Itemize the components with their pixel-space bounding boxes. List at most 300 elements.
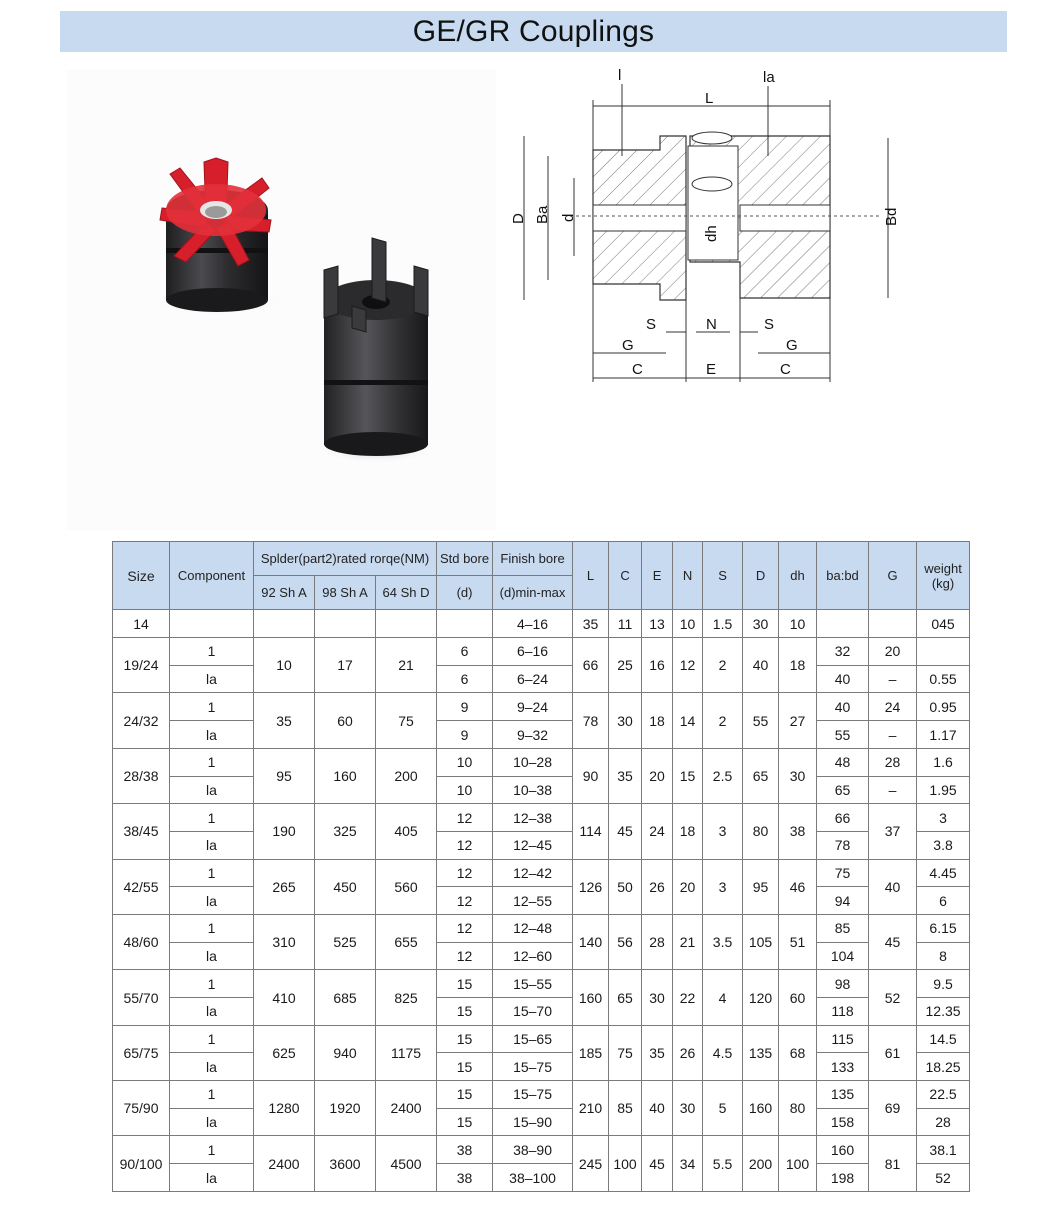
product-photo xyxy=(66,70,496,530)
cell-size: 42/55 xyxy=(113,859,170,914)
cell-C: 75 xyxy=(609,1025,642,1080)
cell-E: 26 xyxy=(642,859,673,914)
cell-finish: 6–24 xyxy=(493,665,573,693)
cell-t64: 4500 xyxy=(376,1136,437,1192)
cell-finish: 15–75 xyxy=(493,1081,573,1109)
cell-babd: 135 xyxy=(817,1081,869,1109)
cell-component: la xyxy=(170,1164,254,1192)
cell-d: 15 xyxy=(437,1081,493,1109)
cell-t92: 35 xyxy=(254,693,315,748)
cell-D: 40 xyxy=(743,638,779,693)
cell-d: 10 xyxy=(437,776,493,804)
cell-t92: 95 xyxy=(254,748,315,803)
spec-table xyxy=(112,541,970,1192)
cell-babd: 66 xyxy=(817,804,869,832)
cell-size: 90/100 xyxy=(113,1136,170,1192)
label-Bd: Bd xyxy=(883,207,900,226)
table-row xyxy=(113,1108,970,1136)
header-size: Size xyxy=(113,542,170,610)
cell-t64: 21 xyxy=(376,638,437,693)
cell-d: 6 xyxy=(437,665,493,693)
table-row xyxy=(113,610,970,638)
cell-t98: 325 xyxy=(315,804,376,859)
cell-L: 140 xyxy=(573,914,609,969)
cell-d: 15 xyxy=(437,1025,493,1053)
cell-G: 24 xyxy=(869,693,917,721)
header-G: G xyxy=(869,542,917,610)
cell-N: 15 xyxy=(673,748,703,803)
cell-G: 40 xyxy=(869,859,917,914)
cell-component: la xyxy=(170,665,254,693)
cell-weight: 4.45 xyxy=(917,859,970,887)
table-row xyxy=(113,942,970,970)
header-L: L xyxy=(573,542,609,610)
table-row xyxy=(113,1081,970,1109)
technical-drawing xyxy=(500,66,900,401)
cell-t98: 3600 xyxy=(315,1136,376,1192)
cell-t92: 1280 xyxy=(254,1081,315,1136)
cell-finish: 15–55 xyxy=(493,970,573,998)
cell-component: 1 xyxy=(170,1081,254,1109)
cell-t92: 265 xyxy=(254,859,315,914)
label-Ba: Ba xyxy=(534,205,551,224)
cell-t98: 525 xyxy=(315,914,376,969)
cell-E: 20 xyxy=(642,748,673,803)
table-row xyxy=(113,831,970,859)
header-D: D xyxy=(743,542,779,610)
cell-component xyxy=(170,610,254,638)
cell-size: 75/90 xyxy=(113,1081,170,1136)
cell-L: 245 xyxy=(573,1136,609,1192)
cell-N: 30 xyxy=(673,1081,703,1136)
cell-E: 35 xyxy=(642,1025,673,1080)
cell-weight: 3 xyxy=(917,804,970,832)
cell-S: 2 xyxy=(703,693,743,748)
cell-G: – xyxy=(869,665,917,693)
cell-t92: 410 xyxy=(254,970,315,1025)
cell-S: 2 xyxy=(703,638,743,693)
cell-G xyxy=(869,610,917,638)
cell-t64: 75 xyxy=(376,693,437,748)
cell-C: 11 xyxy=(609,610,642,638)
cell-finish: 15–70 xyxy=(493,998,573,1026)
table-row xyxy=(113,998,970,1026)
cell-C: 45 xyxy=(609,804,642,859)
cell-size: 19/24 xyxy=(113,638,170,693)
cell-component: 1 xyxy=(170,748,254,776)
cell-t98: 60 xyxy=(315,693,376,748)
cell-babd: 78 xyxy=(817,831,869,859)
cell-t64: 1175 xyxy=(376,1025,437,1080)
cell-L: 210 xyxy=(573,1081,609,1136)
cell-D: 55 xyxy=(743,693,779,748)
label-D: D xyxy=(510,213,527,224)
header-dminmax: (d)min-max xyxy=(493,576,573,610)
cell-S: 3 xyxy=(703,804,743,859)
cell-E: 16 xyxy=(642,638,673,693)
cell-size: 24/32 xyxy=(113,693,170,748)
cell-d: 12 xyxy=(437,914,493,942)
header-finish-bore: Finish bore xyxy=(493,542,573,576)
label-L: L xyxy=(705,90,714,107)
cell-d: 38 xyxy=(437,1164,493,1192)
cell-L: 66 xyxy=(573,638,609,693)
cell-t98: 450 xyxy=(315,859,376,914)
cell-S: 3.5 xyxy=(703,914,743,969)
cell-d: 12 xyxy=(437,831,493,859)
header-dh: dh xyxy=(779,542,817,610)
table-row xyxy=(113,859,970,887)
cell-dh: 68 xyxy=(779,1025,817,1080)
cell-babd xyxy=(817,610,869,638)
table-row xyxy=(113,638,970,666)
cell-weight: 0.55 xyxy=(917,665,970,693)
cell-L: 126 xyxy=(573,859,609,914)
cell-d: 12 xyxy=(437,859,493,887)
cell-t98: 1920 xyxy=(315,1081,376,1136)
cell-D: 120 xyxy=(743,970,779,1025)
cell-component: 1 xyxy=(170,970,254,998)
cell-babd: 40 xyxy=(817,693,869,721)
cell-babd: 48 xyxy=(817,748,869,776)
cell-babd: 55 xyxy=(817,721,869,749)
cell-E: 28 xyxy=(642,914,673,969)
cell-weight: 52 xyxy=(917,1164,970,1192)
cell-N: 21 xyxy=(673,914,703,969)
cell-t92: 2400 xyxy=(254,1136,315,1192)
cell-S: 5.5 xyxy=(703,1136,743,1192)
header-C: C xyxy=(609,542,642,610)
cell-weight: 045 xyxy=(917,610,970,638)
cell-babd: 85 xyxy=(817,914,869,942)
cell-dh: 30 xyxy=(779,748,817,803)
cell-d: 12 xyxy=(437,942,493,970)
cell-t98: 17 xyxy=(315,638,376,693)
table-row xyxy=(113,804,970,832)
header-weight xyxy=(917,542,970,610)
cell-finish: 15–75 xyxy=(493,1053,573,1081)
table-row xyxy=(113,1136,970,1164)
cell-t98: 685 xyxy=(315,970,376,1025)
cell-D: 95 xyxy=(743,859,779,914)
cell-d: 12 xyxy=(437,804,493,832)
cell-weight xyxy=(917,638,970,666)
cell-G: 61 xyxy=(869,1025,917,1080)
cell-babd: 40 xyxy=(817,665,869,693)
cell-weight: 1.95 xyxy=(917,776,970,804)
cell-L: 78 xyxy=(573,693,609,748)
cell-size: 38/45 xyxy=(113,804,170,859)
cell-t92 xyxy=(254,610,315,638)
cell-N: 12 xyxy=(673,638,703,693)
cell-weight: 6 xyxy=(917,887,970,915)
cell-t64: 2400 xyxy=(376,1081,437,1136)
cell-finish: 12–60 xyxy=(493,942,573,970)
cell-d: 9 xyxy=(437,693,493,721)
cell-finish: 38–100 xyxy=(493,1164,573,1192)
cell-babd: 104 xyxy=(817,942,869,970)
cell-t92: 190 xyxy=(254,804,315,859)
cell-component: 1 xyxy=(170,638,254,666)
cell-component: la xyxy=(170,1053,254,1081)
cell-component: la xyxy=(170,998,254,1026)
cell-dh: 38 xyxy=(779,804,817,859)
cell-finish: 12–38 xyxy=(493,804,573,832)
header-98sha: 98 Sh A xyxy=(315,576,376,610)
cell-D: 105 xyxy=(743,914,779,969)
cell-G: 20 xyxy=(869,638,917,666)
cell-N: 34 xyxy=(673,1136,703,1192)
cell-dh: 18 xyxy=(779,638,817,693)
label-la: la xyxy=(763,69,775,86)
cell-C: 30 xyxy=(609,693,642,748)
cell-component: 1 xyxy=(170,1025,254,1053)
cell-t64: 200 xyxy=(376,748,437,803)
cell-babd: 32 xyxy=(817,638,869,666)
cell-weight: 12.35 xyxy=(917,998,970,1026)
cell-finish: 12–55 xyxy=(493,887,573,915)
cell-weight: 9.5 xyxy=(917,970,970,998)
cell-babd: 160 xyxy=(817,1136,869,1164)
cell-t64 xyxy=(376,610,437,638)
cell-S: 2.5 xyxy=(703,748,743,803)
cell-dh: 46 xyxy=(779,859,817,914)
cell-component: 1 xyxy=(170,804,254,832)
cell-weight: 18.25 xyxy=(917,1053,970,1081)
cell-D: 200 xyxy=(743,1136,779,1192)
cell-weight: 38.1 xyxy=(917,1136,970,1164)
cell-L: 185 xyxy=(573,1025,609,1080)
cell-size: 14 xyxy=(113,610,170,638)
header-d: (d) xyxy=(437,576,493,610)
cell-d: 38 xyxy=(437,1136,493,1164)
cell-t64: 405 xyxy=(376,804,437,859)
cell-t98 xyxy=(315,610,376,638)
cell-t92: 10 xyxy=(254,638,315,693)
label-l: l xyxy=(618,67,622,84)
header-N: N xyxy=(673,542,703,610)
label-G-left: G xyxy=(622,337,634,354)
cell-G: 45 xyxy=(869,914,917,969)
coupling-section-drawing xyxy=(500,66,900,396)
cell-d: 12 xyxy=(437,887,493,915)
label-S-left: S xyxy=(646,316,657,333)
cell-dh: 80 xyxy=(779,1081,817,1136)
cell-t92: 310 xyxy=(254,914,315,969)
cell-D: 30 xyxy=(743,610,779,638)
cell-S: 4 xyxy=(703,970,743,1025)
cell-E: 40 xyxy=(642,1081,673,1136)
cell-weight: 6.15 xyxy=(917,914,970,942)
table-row xyxy=(113,970,970,998)
cell-d: 15 xyxy=(437,1053,493,1081)
cell-weight: 28 xyxy=(917,1108,970,1136)
table-row xyxy=(113,1025,970,1053)
cell-G: 37 xyxy=(869,804,917,859)
cell-d: 15 xyxy=(437,998,493,1026)
cell-D: 135 xyxy=(743,1025,779,1080)
header-S: S xyxy=(703,542,743,610)
table-row xyxy=(113,914,970,942)
cell-babd: 198 xyxy=(817,1164,869,1192)
label-C-left: C xyxy=(632,361,643,378)
cell-S: 1.5 xyxy=(703,610,743,638)
cell-size: 28/38 xyxy=(113,748,170,803)
cell-S: 4.5 xyxy=(703,1025,743,1080)
cell-E: 45 xyxy=(642,1136,673,1192)
header-weight-unit: (kg) xyxy=(931,575,955,591)
cell-t98: 940 xyxy=(315,1025,376,1080)
table-row xyxy=(113,1053,970,1081)
cell-d: 10 xyxy=(437,748,493,776)
cell-G: 52 xyxy=(869,970,917,1025)
cell-component: la xyxy=(170,776,254,804)
label-dh: dh xyxy=(703,225,720,242)
label-C-right: C xyxy=(780,361,791,378)
table-row xyxy=(113,1164,970,1192)
cell-L: 35 xyxy=(573,610,609,638)
cell-finish: 10–38 xyxy=(493,776,573,804)
cell-finish: 10–28 xyxy=(493,748,573,776)
cell-C: 85 xyxy=(609,1081,642,1136)
cell-C: 35 xyxy=(609,748,642,803)
cell-D: 80 xyxy=(743,804,779,859)
cell-N: 26 xyxy=(673,1025,703,1080)
cell-finish: 4–16 xyxy=(493,610,573,638)
cell-E: 30 xyxy=(642,970,673,1025)
cell-weight: 1.6 xyxy=(917,748,970,776)
header-E: E xyxy=(642,542,673,610)
header-64shd: 64 Sh D xyxy=(376,576,437,610)
cell-N: 10 xyxy=(673,610,703,638)
cell-dh: 51 xyxy=(779,914,817,969)
table-row xyxy=(113,887,970,915)
cell-babd: 65 xyxy=(817,776,869,804)
header-component: Component xyxy=(170,542,254,610)
coupling-photo xyxy=(66,70,496,530)
cell-finish: 15–90 xyxy=(493,1108,573,1136)
cell-weight: 0.95 xyxy=(917,693,970,721)
cell-t64: 560 xyxy=(376,859,437,914)
cell-component: 1 xyxy=(170,859,254,887)
cell-babd: 133 xyxy=(817,1053,869,1081)
table-row xyxy=(113,721,970,749)
cell-N: 20 xyxy=(673,859,703,914)
cell-finish: 12–42 xyxy=(493,859,573,887)
cell-E: 18 xyxy=(642,693,673,748)
header-babd: ba:bd xyxy=(817,542,869,610)
cell-component: la xyxy=(170,1108,254,1136)
page-title-bar xyxy=(60,11,1007,52)
header-weight-label: weight xyxy=(924,560,962,576)
cell-size: 65/75 xyxy=(113,1025,170,1080)
cell-t98: 160 xyxy=(315,748,376,803)
cell-L: 90 xyxy=(573,748,609,803)
label-d: d xyxy=(560,213,577,222)
cell-N: 14 xyxy=(673,693,703,748)
label-E: E xyxy=(706,361,717,378)
cell-weight: 14.5 xyxy=(917,1025,970,1053)
cell-component: la xyxy=(170,887,254,915)
cell-d: 6 xyxy=(437,638,493,666)
cell-G: – xyxy=(869,721,917,749)
cell-L: 114 xyxy=(573,804,609,859)
cell-finish: 12–45 xyxy=(493,831,573,859)
table-row xyxy=(113,665,970,693)
cell-C: 100 xyxy=(609,1136,642,1192)
cell-babd: 115 xyxy=(817,1025,869,1053)
cell-dh: 100 xyxy=(779,1136,817,1192)
cell-weight: 8 xyxy=(917,942,970,970)
cell-babd: 75 xyxy=(817,859,869,887)
header-92sha: 92 Sh A xyxy=(254,576,315,610)
label-S-right: S xyxy=(764,316,775,333)
cell-N: 22 xyxy=(673,970,703,1025)
cell-C: 56 xyxy=(609,914,642,969)
cell-component: 1 xyxy=(170,693,254,721)
cell-d: 15 xyxy=(437,970,493,998)
cell-d: 9 xyxy=(437,721,493,749)
cell-C: 25 xyxy=(609,638,642,693)
cell-size: 55/70 xyxy=(113,970,170,1025)
table-row xyxy=(113,693,970,721)
cell-component: 1 xyxy=(170,1136,254,1164)
cell-t64: 825 xyxy=(376,970,437,1025)
cell-G: 28 xyxy=(869,748,917,776)
cell-D: 65 xyxy=(743,748,779,803)
cell-babd: 158 xyxy=(817,1108,869,1136)
cell-E: 13 xyxy=(642,610,673,638)
cell-C: 50 xyxy=(609,859,642,914)
cell-finish: 12–48 xyxy=(493,914,573,942)
cell-finish: 6–16 xyxy=(493,638,573,666)
cell-babd: 118 xyxy=(817,998,869,1026)
cell-C: 65 xyxy=(609,970,642,1025)
cell-weight: 3.8 xyxy=(917,831,970,859)
cell-S: 3 xyxy=(703,859,743,914)
cell-dh: 60 xyxy=(779,970,817,1025)
cell-finish: 9–32 xyxy=(493,721,573,749)
header-std-bore: Std bore xyxy=(437,542,493,576)
cell-t92: 625 xyxy=(254,1025,315,1080)
cell-finish: 38–90 xyxy=(493,1136,573,1164)
cell-component: la xyxy=(170,942,254,970)
cell-dh: 10 xyxy=(779,610,817,638)
cell-d: 15 xyxy=(437,1108,493,1136)
cell-N: 18 xyxy=(673,804,703,859)
cell-G: 69 xyxy=(869,1081,917,1136)
cell-S: 5 xyxy=(703,1081,743,1136)
label-G-right: G xyxy=(786,337,798,354)
cell-dh: 27 xyxy=(779,693,817,748)
cell-D: 160 xyxy=(743,1081,779,1136)
cell-d xyxy=(437,610,493,638)
cell-weight: 22.5 xyxy=(917,1081,970,1109)
cell-finish: 9–24 xyxy=(493,693,573,721)
table-row xyxy=(113,748,970,776)
cell-t64: 655 xyxy=(376,914,437,969)
cell-size: 48/60 xyxy=(113,914,170,969)
label-N: N xyxy=(706,316,717,333)
cell-component: 1 xyxy=(170,914,254,942)
header-spider-torque: Splder(part2)rated rorqe(NM) xyxy=(254,542,437,576)
cell-component: la xyxy=(170,721,254,749)
cell-G: – xyxy=(869,776,917,804)
cell-E: 24 xyxy=(642,804,673,859)
table-row xyxy=(113,776,970,804)
cell-babd: 98 xyxy=(817,970,869,998)
page-title: GE/GR Couplings xyxy=(412,14,655,48)
